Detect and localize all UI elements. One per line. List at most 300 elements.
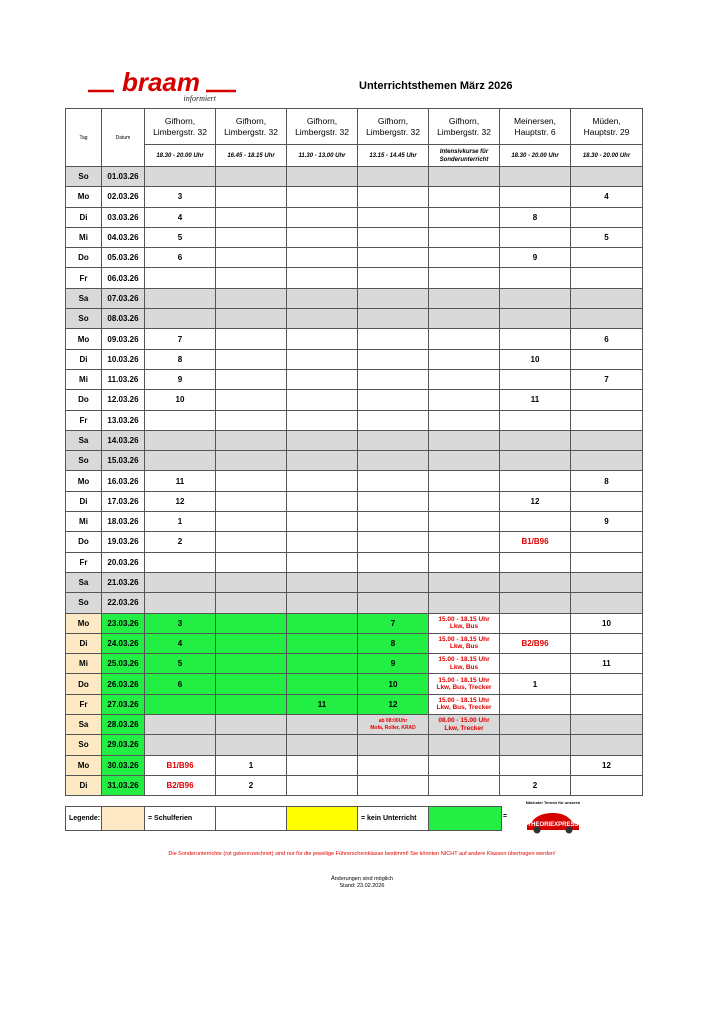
- theorie-top-text: Nächster Termin für unseren: [525, 800, 581, 805]
- header-location: [358, 109, 429, 145]
- day-cell: Di: [66, 633, 102, 653]
- date-cell: 30.03.26: [102, 755, 145, 775]
- table-row: [66, 532, 643, 552]
- session-cell: [500, 715, 571, 735]
- session-cell: [216, 187, 287, 207]
- day-cell: Do: [66, 532, 102, 552]
- session-cell: [571, 674, 643, 694]
- session-cell: [500, 735, 571, 755]
- session-cell: [216, 613, 287, 633]
- session-cell: [287, 349, 358, 369]
- session-cell: [500, 410, 571, 430]
- session-cell: [216, 288, 287, 308]
- session-cell: [500, 552, 571, 572]
- session-cell: [429, 654, 500, 674]
- session-cell: [216, 512, 287, 532]
- session-cell: [358, 491, 429, 511]
- session-cell: [287, 390, 358, 410]
- session-cell: [429, 451, 500, 471]
- session-cell: [571, 735, 643, 755]
- day-cell: Mi: [66, 227, 102, 247]
- table-row: [66, 309, 643, 329]
- table-row: [66, 451, 643, 471]
- session-cell: 11: [287, 694, 358, 714]
- session-cell: [500, 593, 571, 613]
- table-row: [66, 329, 643, 349]
- table-row: [66, 491, 643, 511]
- location-name: Gifhorn,: [164, 115, 196, 126]
- session-cell: [145, 715, 216, 735]
- header-location: [571, 109, 643, 145]
- session-cell: B1/B96: [500, 532, 571, 552]
- date-cell: 22.03.26: [102, 593, 145, 613]
- session-cell: [358, 451, 429, 471]
- footer: [0, 876, 724, 890]
- header-time: 18.30 - 20.00 Uhr: [500, 145, 571, 167]
- session-cell: [287, 633, 358, 653]
- location-name: Meinersen,: [513, 115, 557, 126]
- date-cell: 28.03.26: [102, 715, 145, 735]
- legend-label: Legende:: [66, 807, 102, 831]
- session-cell: [571, 775, 643, 795]
- day-cell: Do: [66, 390, 102, 410]
- session-cell: [358, 288, 429, 308]
- theorie-name: THEORIEXPRESS: [527, 822, 579, 828]
- session-cell: [358, 735, 429, 755]
- day-cell: Mi: [66, 512, 102, 532]
- session-cell: 5: [571, 227, 643, 247]
- header-location: [216, 109, 287, 145]
- day-cell: Di: [66, 491, 102, 511]
- session-cell: [429, 715, 500, 735]
- location-street: Limbergstr. 32: [224, 126, 278, 137]
- date-cell: 13.03.26: [102, 410, 145, 430]
- session-cell: [358, 309, 429, 329]
- header-datum: Datum: [102, 109, 145, 167]
- session-cell: [429, 512, 500, 532]
- session-cell: [145, 735, 216, 755]
- session-cell: [216, 532, 287, 552]
- footer-changes: Änderungen sind möglich: [330, 876, 394, 882]
- session-cell: 3: [145, 187, 216, 207]
- session-cell: [429, 532, 500, 552]
- legend-table: [65, 806, 502, 831]
- table-row: [66, 775, 643, 795]
- session-cell: [287, 248, 358, 268]
- session-cell: [429, 694, 500, 714]
- session-cell: [358, 755, 429, 775]
- session-line: 15.00 - 18.15 Uhr: [438, 615, 490, 623]
- session-cell: [216, 715, 287, 735]
- session-cell: [429, 471, 500, 491]
- day-cell: So: [66, 309, 102, 329]
- header-tag: Tag: [66, 109, 102, 167]
- session-cell: [216, 471, 287, 491]
- header-time-line1: Intensivkurse für: [439, 148, 489, 155]
- session-cell: [358, 471, 429, 491]
- session-cell: 10: [500, 349, 571, 369]
- session-cell: [429, 775, 500, 795]
- schedule-table: [65, 108, 643, 796]
- session-cell: [287, 410, 358, 430]
- session-cell: [500, 187, 571, 207]
- session-cell: [358, 390, 429, 410]
- session-cell: 9: [358, 654, 429, 674]
- header-location: [429, 109, 500, 145]
- session-cell: 3: [145, 613, 216, 633]
- day-cell: Di: [66, 775, 102, 795]
- logo-subtext: informiert: [183, 94, 216, 103]
- date-cell: 20.03.26: [102, 552, 145, 572]
- session-cell: [429, 309, 500, 329]
- table-row: [66, 593, 643, 613]
- footnote: Die Sonderunterrichte (rot gekennzeichnet) sind nur für die jeweilige Führerscheinklasse bestimmt! Sie könnten NICHT auf andere Klassen übertragen werden!: [168, 851, 556, 857]
- session-cell: [287, 227, 358, 247]
- session-line: 15.00 - 18.15 Uhr: [438, 676, 490, 684]
- table-row: [66, 187, 643, 207]
- session-cell: [358, 167, 429, 187]
- session-cell: [145, 593, 216, 613]
- session-cell: [358, 268, 429, 288]
- session-cell: [358, 329, 429, 349]
- date-cell: 18.03.26: [102, 512, 145, 532]
- table-row: [66, 674, 643, 694]
- session-cell: [145, 552, 216, 572]
- location-name: Müden,: [592, 115, 621, 126]
- session-cell: [216, 593, 287, 613]
- session-cell: 2: [145, 532, 216, 552]
- session-cell: [429, 369, 500, 389]
- session-cell: 1: [500, 674, 571, 694]
- session-cell: [216, 309, 287, 329]
- session-line: ab 08:00Uhr: [378, 717, 408, 724]
- session-cell: [571, 288, 643, 308]
- session-cell: B2/B96: [500, 633, 571, 653]
- location-street: Limbergstr. 32: [153, 126, 207, 137]
- session-cell: [500, 167, 571, 187]
- session-cell: [358, 349, 429, 369]
- session-cell: [216, 552, 287, 572]
- session-cell: 9: [145, 369, 216, 389]
- day-cell: Fr: [66, 410, 102, 430]
- table-row: [66, 512, 643, 532]
- session-cell: [500, 512, 571, 532]
- session-cell: [216, 207, 287, 227]
- session-cell: [571, 552, 643, 572]
- date-cell: 23.03.26: [102, 613, 145, 633]
- session-cell: 1: [145, 512, 216, 532]
- session-cell: [429, 187, 500, 207]
- braam-logo: [86, 70, 236, 104]
- day-cell: Mi: [66, 369, 102, 389]
- session-cell: [145, 451, 216, 471]
- day-cell: So: [66, 593, 102, 613]
- session-cell: 6: [145, 248, 216, 268]
- session-cell: [358, 430, 429, 450]
- day-cell: Di: [66, 207, 102, 227]
- session-cell: 4: [145, 633, 216, 653]
- table-row: [66, 715, 643, 735]
- session-cell: [216, 572, 287, 592]
- date-cell: 02.03.26: [102, 187, 145, 207]
- session-cell: [287, 755, 358, 775]
- session-cell: [429, 248, 500, 268]
- table-row: [66, 430, 643, 450]
- session-cell: [500, 369, 571, 389]
- session-line: Lkw, Bus: [449, 643, 479, 651]
- session-cell: [571, 349, 643, 369]
- session-cell: [216, 633, 287, 653]
- session-cell: [145, 268, 216, 288]
- table-row: [66, 349, 643, 369]
- session-cell: [571, 167, 643, 187]
- session-cell: [358, 512, 429, 532]
- date-cell: 16.03.26: [102, 471, 145, 491]
- date-cell: 31.03.26: [102, 775, 145, 795]
- session-cell: [287, 268, 358, 288]
- date-cell: 10.03.26: [102, 349, 145, 369]
- session-cell: [500, 613, 571, 633]
- car-icon: [513, 805, 593, 839]
- session-cell: [429, 552, 500, 572]
- session-cell: [287, 329, 358, 349]
- session-cell: [287, 512, 358, 532]
- session-cell: [429, 410, 500, 430]
- session-cell: 11: [571, 654, 643, 674]
- session-cell: [358, 248, 429, 268]
- header-time: 13.15 - 14.45 Uhr: [358, 145, 429, 167]
- session-cell: [216, 349, 287, 369]
- location-street: Hauptstr. 29: [583, 126, 630, 137]
- table-row: [66, 552, 643, 572]
- session-cell: [216, 430, 287, 450]
- session-cell: [429, 674, 500, 694]
- session-cell: [571, 268, 643, 288]
- table-row: [66, 572, 643, 592]
- session-cell: [500, 572, 571, 592]
- table-row: [66, 410, 643, 430]
- session-cell: [145, 430, 216, 450]
- session-cell: 7: [571, 369, 643, 389]
- day-cell: Do: [66, 674, 102, 694]
- day-cell: Mo: [66, 187, 102, 207]
- session-cell: B1/B96: [145, 755, 216, 775]
- session-cell: [216, 674, 287, 694]
- location-name: Gifhorn,: [448, 115, 480, 126]
- day-cell: Do: [66, 248, 102, 268]
- session-cell: [429, 349, 500, 369]
- session-line: Lkw, Bus: [449, 663, 479, 671]
- date-cell: 09.03.26: [102, 329, 145, 349]
- table-row: [66, 167, 643, 187]
- day-cell: Fr: [66, 694, 102, 714]
- date-cell: 24.03.26: [102, 633, 145, 653]
- legend-swatch-green: [429, 807, 502, 831]
- session-cell: [500, 309, 571, 329]
- location-name: Gifhorn,: [306, 115, 338, 126]
- date-cell: 07.03.26: [102, 288, 145, 308]
- session-cell: [500, 227, 571, 247]
- session-cell: [287, 309, 358, 329]
- day-cell: So: [66, 167, 102, 187]
- session-cell: [429, 755, 500, 775]
- session-cell: 4: [145, 207, 216, 227]
- session-cell: 4: [571, 187, 643, 207]
- day-cell: Fr: [66, 268, 102, 288]
- session-cell: [429, 430, 500, 450]
- date-cell: 04.03.26: [102, 227, 145, 247]
- session-cell: [145, 309, 216, 329]
- session-cell: [287, 369, 358, 389]
- legend-swatch-ferien: [102, 807, 145, 831]
- date-cell: 05.03.26: [102, 248, 145, 268]
- table-row: [66, 369, 643, 389]
- session-cell: [500, 288, 571, 308]
- session-cell: [287, 593, 358, 613]
- date-cell: 01.03.26: [102, 167, 145, 187]
- session-cell: [571, 248, 643, 268]
- header-location: [500, 109, 571, 145]
- session-cell: [287, 735, 358, 755]
- session-cell: [287, 288, 358, 308]
- session-cell: 7: [358, 613, 429, 633]
- session-cell: [429, 288, 500, 308]
- session-cell: [216, 227, 287, 247]
- session-cell: [145, 288, 216, 308]
- session-cell: 5: [145, 227, 216, 247]
- session-cell: [287, 167, 358, 187]
- session-cell: [287, 613, 358, 633]
- day-cell: Di: [66, 349, 102, 369]
- header-time-line2: Sonderunterricht: [439, 156, 489, 163]
- legend-ferien-text: = Schulferien: [145, 807, 216, 831]
- session-cell: [287, 674, 358, 694]
- session-cell: [287, 207, 358, 227]
- legend-eq: =: [503, 813, 508, 820]
- session-cell: [429, 593, 500, 613]
- header-time: 18.30 - 20.00 Uhr: [145, 145, 216, 167]
- date-cell: 03.03.26: [102, 207, 145, 227]
- session-line: 15.00 - 18.15 Uhr: [438, 656, 490, 664]
- session-cell: 8: [358, 633, 429, 653]
- date-cell: 12.03.26: [102, 390, 145, 410]
- table-row: [66, 633, 643, 653]
- table-row: [66, 654, 643, 674]
- header-location: [287, 109, 358, 145]
- header-time: 16.45 - 18.15 Uhr: [216, 145, 287, 167]
- table-row: [66, 227, 643, 247]
- legend-empty: [216, 807, 287, 831]
- session-cell: 11: [145, 471, 216, 491]
- table-row: [66, 248, 643, 268]
- session-cell: [216, 694, 287, 714]
- day-cell: Mo: [66, 471, 102, 491]
- session-cell: [571, 207, 643, 227]
- day-cell: Sa: [66, 288, 102, 308]
- day-cell: Sa: [66, 715, 102, 735]
- header-time: 11.30 - 13.00 Uhr: [287, 145, 358, 167]
- date-cell: 14.03.26: [102, 430, 145, 450]
- session-cell: [145, 410, 216, 430]
- location-street: Limbergstr. 32: [295, 126, 349, 137]
- session-cell: [216, 735, 287, 755]
- session-cell: [358, 207, 429, 227]
- session-cell: 11: [500, 390, 571, 410]
- session-cell: [500, 451, 571, 471]
- session-cell: [216, 167, 287, 187]
- session-cell: [500, 268, 571, 288]
- header-location: [145, 109, 216, 145]
- location-street: Hauptstr. 6: [514, 126, 556, 137]
- table-row: [66, 471, 643, 491]
- session-cell: 9: [500, 248, 571, 268]
- session-line: 15.00 - 18.15 Uhr: [438, 696, 490, 704]
- session-line: 15.00 - 18.15 Uhr: [438, 635, 490, 643]
- session-cell: 8: [145, 349, 216, 369]
- session-cell: [571, 309, 643, 329]
- session-cell: [429, 390, 500, 410]
- session-cell: [571, 572, 643, 592]
- session-cell: [216, 390, 287, 410]
- session-cell: [216, 268, 287, 288]
- session-cell: 1: [216, 755, 287, 775]
- session-cell: [429, 167, 500, 187]
- session-line: Lkw, Trecker: [444, 724, 484, 732]
- session-cell: [358, 552, 429, 572]
- session-cell: [571, 532, 643, 552]
- footer-stand: Stand: 23.02.2026: [339, 883, 385, 889]
- date-cell: 25.03.26: [102, 654, 145, 674]
- session-cell: [358, 410, 429, 430]
- session-cell: [145, 167, 216, 187]
- session-line: Mofa, Roller, KRAD: [370, 724, 416, 731]
- session-cell: [358, 593, 429, 613]
- session-cell: [358, 775, 429, 795]
- session-cell: B2/B96: [145, 775, 216, 795]
- session-cell: [358, 572, 429, 592]
- session-cell: [216, 369, 287, 389]
- session-cell: [571, 633, 643, 653]
- session-cell: [571, 694, 643, 714]
- header-time: 18.30 - 20.00 Uhr: [571, 145, 643, 167]
- location-street: Limbergstr. 32: [366, 126, 420, 137]
- session-cell: [287, 532, 358, 552]
- date-cell: 26.03.26: [102, 674, 145, 694]
- session-cell: [287, 491, 358, 511]
- session-cell: [429, 572, 500, 592]
- session-cell: [216, 248, 287, 268]
- date-cell: 15.03.26: [102, 451, 145, 471]
- day-cell: Mo: [66, 329, 102, 349]
- session-cell: [571, 430, 643, 450]
- date-cell: 06.03.26: [102, 268, 145, 288]
- session-cell: [500, 654, 571, 674]
- session-cell: [358, 187, 429, 207]
- date-cell: 27.03.26: [102, 694, 145, 714]
- table-row: [66, 268, 643, 288]
- table-row: [66, 694, 643, 714]
- session-cell: [287, 775, 358, 795]
- session-cell: [216, 451, 287, 471]
- session-cell: [287, 572, 358, 592]
- session-cell: [571, 410, 643, 430]
- session-cell: 10: [571, 613, 643, 633]
- session-cell: [145, 572, 216, 592]
- session-cell: [216, 654, 287, 674]
- session-cell: [571, 491, 643, 511]
- session-cell: [287, 552, 358, 572]
- table-row: [66, 755, 643, 775]
